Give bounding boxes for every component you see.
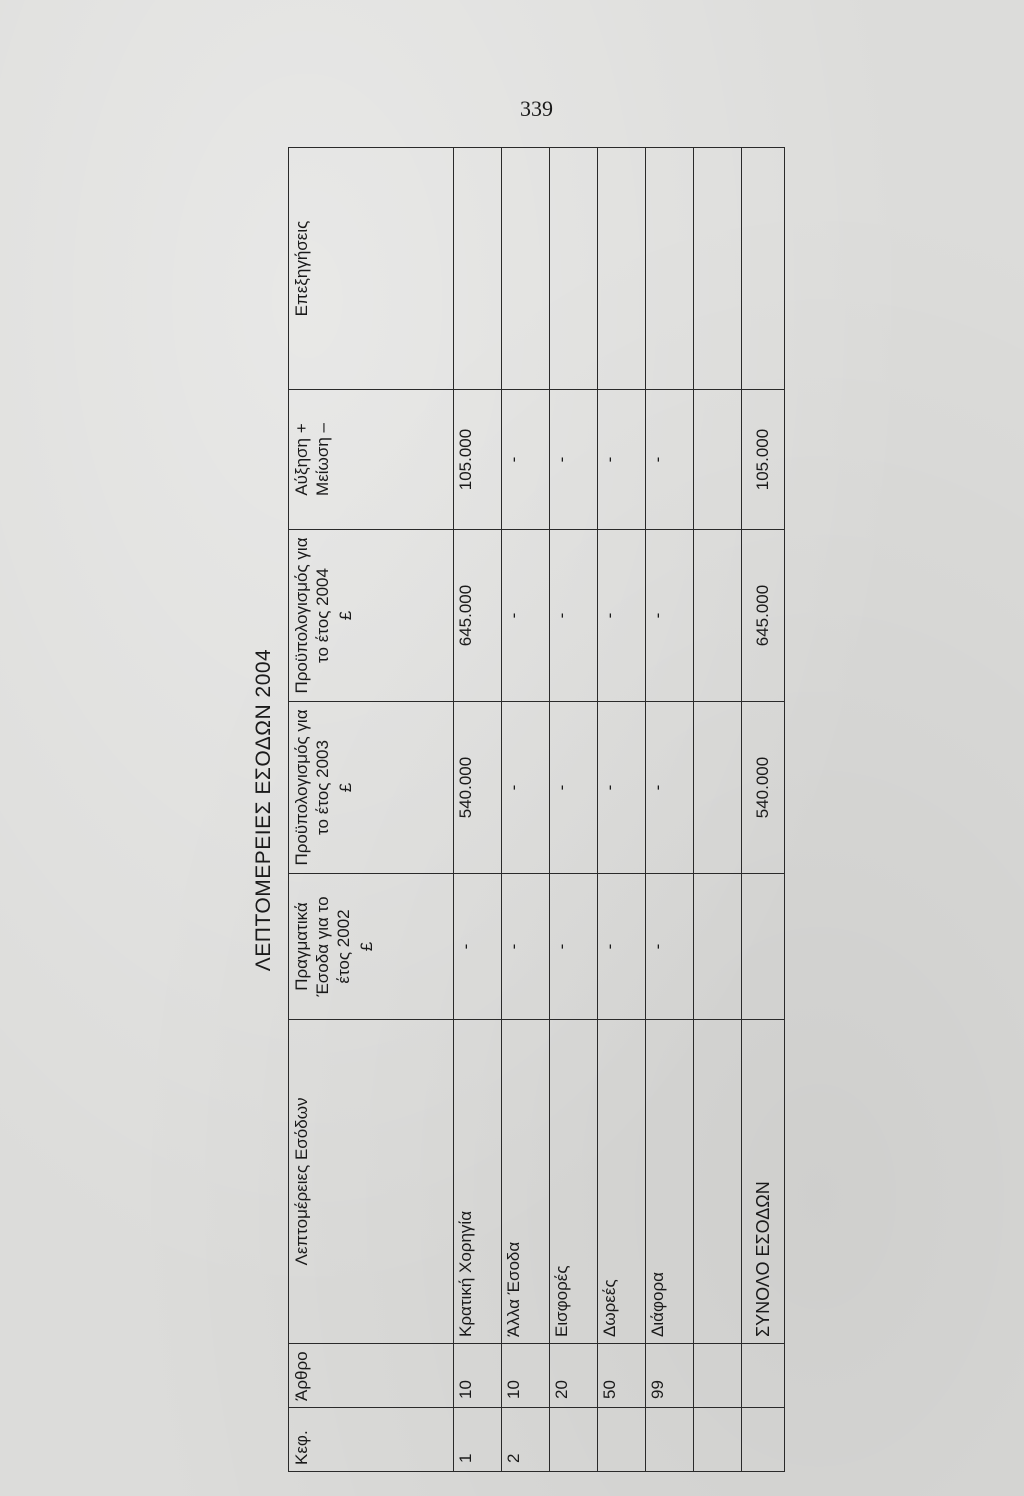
- header-budget-2004: [289, 530, 454, 702]
- cell-kef: [598, 1408, 646, 1472]
- cell-notes: [454, 148, 502, 390]
- cell-budget2004: -: [502, 530, 550, 702]
- cell-budget2004: 645.000: [454, 530, 502, 702]
- cell-budget2004: -: [646, 530, 694, 702]
- cell-budget2003: -: [550, 702, 598, 874]
- cell-notes: [502, 148, 550, 390]
- cell-budget2004: -: [550, 530, 598, 702]
- cell-kef: [694, 1408, 742, 1472]
- total-label: ΣΥΝΟΛΟ ΕΣΟΔΩΝ: [742, 1020, 785, 1344]
- header-actual-2002: [289, 874, 454, 1020]
- cell-actual: -: [550, 874, 598, 1020]
- cell-budget2003: [694, 702, 742, 874]
- header-change: Αύξηση + Μείωση –: [289, 390, 454, 530]
- table-row: [694, 148, 742, 1472]
- cell-actual: -: [502, 874, 550, 1020]
- cell-change: -: [646, 390, 694, 530]
- total-kef: [742, 1408, 785, 1472]
- cell-budget2003: -: [646, 702, 694, 874]
- cell-arthro: 10: [454, 1344, 502, 1408]
- cell-arthro: [694, 1344, 742, 1408]
- cell-details: Κρατική Χορηγία: [454, 1020, 502, 1344]
- cell-budget2004: -: [598, 530, 646, 702]
- cell-arthro: 20: [550, 1344, 598, 1408]
- currency-symbol: £: [357, 941, 376, 952]
- currency-symbol: £: [336, 610, 355, 621]
- cell-details: Εισφορές: [550, 1020, 598, 1344]
- table-row: [550, 148, 598, 1472]
- header-budget2004-label: Προϋπολογισμός για το έτος 2004: [292, 537, 332, 694]
- table-row: [598, 148, 646, 1472]
- cell-change: -: [550, 390, 598, 530]
- cell-change: -: [502, 390, 550, 530]
- cell-budget2003: 540.000: [454, 702, 502, 874]
- header-row: [289, 148, 454, 1472]
- cell-actual: -: [454, 874, 502, 1020]
- cell-actual: [694, 874, 742, 1020]
- table-title: ΛΕΠΤΟΜΕΡΕΙΕΣ ΕΣΟΔΩΝ 2004: [252, 648, 275, 972]
- page-number: 339: [520, 96, 553, 121]
- cell-arthro: 50: [598, 1344, 646, 1408]
- total-change: 105.000: [742, 390, 785, 530]
- total-actual: [742, 874, 785, 1020]
- cell-details: [694, 1020, 742, 1344]
- total-notes: [742, 148, 785, 390]
- cell-arthro: 10: [502, 1344, 550, 1408]
- header-details: Λεπτομέρειες Εσόδων: [289, 1020, 454, 1344]
- header-notes: Επεξηγήσεις: [289, 148, 454, 390]
- cell-actual: -: [646, 874, 694, 1020]
- cell-change: -: [598, 390, 646, 530]
- header-arthro: Άρθρο: [289, 1344, 454, 1408]
- table-row: [502, 148, 550, 1472]
- revenue-details-table: [288, 147, 785, 1472]
- cell-budget2003: -: [502, 702, 550, 874]
- total-budget2004: 645.000: [742, 530, 785, 702]
- cell-notes: [598, 148, 646, 390]
- cell-actual: -: [598, 874, 646, 1020]
- cell-notes: [646, 148, 694, 390]
- header-kef: Κεφ.: [289, 1408, 454, 1472]
- cell-budget2004: [694, 530, 742, 702]
- cell-notes: [550, 148, 598, 390]
- table-row: [646, 148, 694, 1472]
- cell-kef: [550, 1408, 598, 1472]
- cell-kef: [646, 1408, 694, 1472]
- total-budget2003: 540.000: [742, 702, 785, 874]
- cell-details: Διάφορα: [646, 1020, 694, 1344]
- cell-kef: 2: [502, 1408, 550, 1472]
- rotated-table-block: [240, 148, 773, 1472]
- currency-symbol: £: [336, 782, 355, 793]
- cell-details: Δωρεές: [598, 1020, 646, 1344]
- cell-change: [694, 390, 742, 530]
- cell-arthro: 99: [646, 1344, 694, 1408]
- total-row: [742, 148, 785, 1472]
- total-arthro: [742, 1344, 785, 1408]
- cell-details: Άλλα Έσοδα: [502, 1020, 550, 1344]
- cell-kef: 1: [454, 1408, 502, 1472]
- cell-change: 105.000: [454, 390, 502, 530]
- header-budget2003-label: Προϋπολογισμός για το έτος 2003: [292, 709, 332, 866]
- table-row: [454, 148, 502, 1472]
- cell-budget2003: -: [598, 702, 646, 874]
- cell-notes: [694, 148, 742, 390]
- header-budget-2003: [289, 702, 454, 874]
- header-actual-label: Πραγματικά Έσοδα για το έτος 2002: [292, 896, 353, 997]
